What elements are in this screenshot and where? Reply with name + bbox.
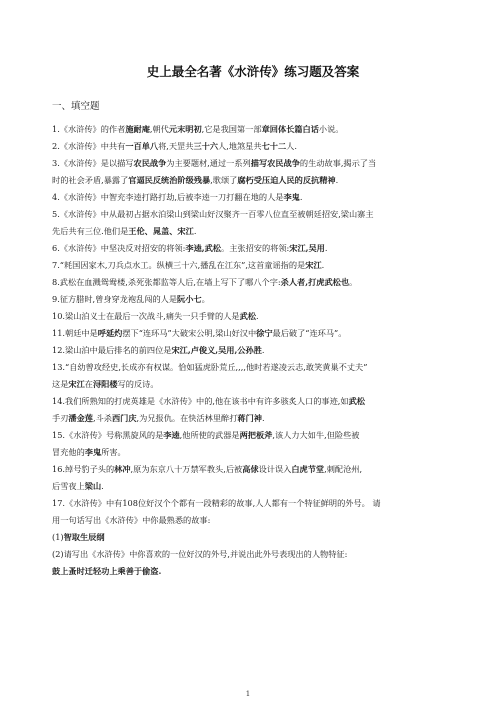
answer: 施耐庵 [125, 124, 150, 134]
question-4: 4.《水浒传》中智充李逵打路打劫,后被李逵一刀打翻在地的人是李鬼. [52, 192, 303, 202]
question-10: 10.梁山泊义士在最后一次战斗,痛失一只手臂的人是武松. [52, 311, 259, 321]
answer: 农民战争 [133, 158, 167, 168]
answer: 元末明初 [168, 124, 202, 134]
answer: 呼延灼 [97, 328, 123, 338]
answer: 林冲 [114, 464, 131, 474]
sub-question-1: (1)智取生辰纲 [52, 532, 105, 542]
answer: 三十六 [193, 141, 219, 151]
question-11: 11.朝廷中是呼延灼摆下“连环马”大破宋公明,梁山好汉中徐宁最后破了“连环马”。 [52, 328, 347, 338]
page-number: 1 [245, 690, 251, 698]
answer: 章回体长篇白话 [261, 124, 319, 134]
question-12: 12.梁山泊中最后排名的前四位是宋江,卢俊义,吴用,公孙胜. [52, 345, 265, 355]
question-5: 5.《水浒传》中从最初占据水泊梁山到梁山好汉聚齐一百零八位直至被朝廷招安,梁山寨主 先后共有三位.他们是王伦、晁盖、宋江. [52, 209, 374, 236]
question-1: 1.《水浒传》的作者施耐庵,朝代元末明初,它是我国第一部章回体长篇白话小说。 [52, 124, 344, 134]
answer: 七十二 [261, 141, 287, 151]
answer: 李鬼 [283, 192, 300, 202]
question-13: 13.“自幼曾攻经史,长成亦有权谋。恰如猛虎卧荒丘,,,,他时若遂凌云志,敢笑黄巢不丈夫” 这是宋江在浔阳楼写的反诗。 [52, 362, 368, 389]
page-title: 史上最全名著《水浒传》练习题及答案 [146, 64, 360, 79]
answer: 智取生辰纲 [63, 532, 105, 542]
answer: 浔阳楼 [92, 379, 118, 389]
question-14: 14.我们所熟知的打虎英雄是《水浒传》中的,他在该书中有许多骇炙人口的事迹,如武松 手刃潘金莲,斗杀西门庆,为兄报仇。在快活林里醉打蒋门神. [52, 396, 365, 423]
answer: 一百单八 [125, 141, 159, 151]
answer: 武松 [348, 396, 365, 406]
answer: 蒋门神 [237, 413, 262, 423]
answer: 高俅 [242, 464, 259, 474]
answer: 杀人者,打虎武松也 [280, 277, 350, 287]
answer: 宋江 [305, 260, 322, 270]
answer: 阮小七 [177, 294, 202, 304]
answer: 梁山 [84, 481, 102, 491]
answer: 宋江 [68, 379, 85, 389]
answer: 腐朽受压迫人民的反抗精神 [237, 175, 336, 185]
answer: 西门庆 [111, 413, 137, 423]
question-17: 17.《水浒传》中有108位好汉个个都有一段精彩的故事,人人都有一个特征鲜明的外号。 请 用一句话写出《水浒传》中你最熟悉的故事: [52, 498, 381, 525]
question-8: 8.武松在血溅鸳鸯楼,杀死张都监等人后,在墙上写下了哪八个字:杀人者,打虎武松也。 [52, 277, 358, 287]
answer: 徐宁 [256, 328, 273, 338]
answer: 鼓上蚤时迁轻功上乘善于偷盗. [52, 566, 162, 576]
answer: 李逵,武松 [185, 243, 221, 253]
answer: 潘金莲 [68, 413, 93, 423]
section-heading: 一、填空题 [52, 101, 100, 112]
answer: 武松 [239, 311, 256, 321]
answer: 白虎节堂 [291, 464, 325, 474]
answer: 李逵 [163, 430, 180, 440]
question-7: 7.“耗国因家木,刀兵点水工。纵横三十六,播乱在江东”,这首童谣指的是宋江. [52, 260, 325, 270]
answer: 描写农民战争 [250, 158, 300, 168]
answer: 李鬼 [84, 447, 102, 457]
question-3: 3.《水浒传》是以描写农民战争为主要题材,通过一系列描写农民战争的生动故事,揭示了当 时的社会矛盾,暴露了官逼民反统治阶级残暴,歌颂了腐朽受压迫人民的反抗精神. [52, 158, 377, 185]
question-2: 2.《水浒传》中共有一百单八将,天罡共三十六人,地煞星共七十二人. [52, 141, 297, 151]
answer: 宋江,卢俊义,吴用,公孙胜 [171, 345, 262, 355]
sub-question-2: (2)请写出《水浒传》中你喜欢的一位好汉的外号,并说出此外号表现出的人物特征: 鼓上蚤时迁轻功上乘善于偷盗. [52, 549, 348, 576]
question-6: 6.《水浒传》中坚决反对招安的将领:李逵,武松。主张招安的将领:宋江,吴用. [52, 243, 328, 253]
question-15: 15.《水浒传》号称黑旋风的是李逵,他所使的武器是两把板斧,该人力大如牛,但险些被 冒充他的李鬼所害。 [52, 430, 360, 457]
answer: 宋江,吴用 [289, 243, 325, 253]
question-9: 9.征方腊时,曾身穿龙袍乱闯的人是阮小七。 [52, 294, 210, 304]
answer: 王伦、晁盖、宋江 [128, 226, 194, 236]
answer: 官逼民反统治阶级残暴 [128, 175, 211, 185]
question-16: 16.绰号豹子头的林冲,原为东京八十万禁军教头,后被高俅设计误入白虎节堂,刺配沧州, 后雪夜上梁山. [52, 464, 363, 491]
answer: 两把板斧 [239, 430, 273, 440]
